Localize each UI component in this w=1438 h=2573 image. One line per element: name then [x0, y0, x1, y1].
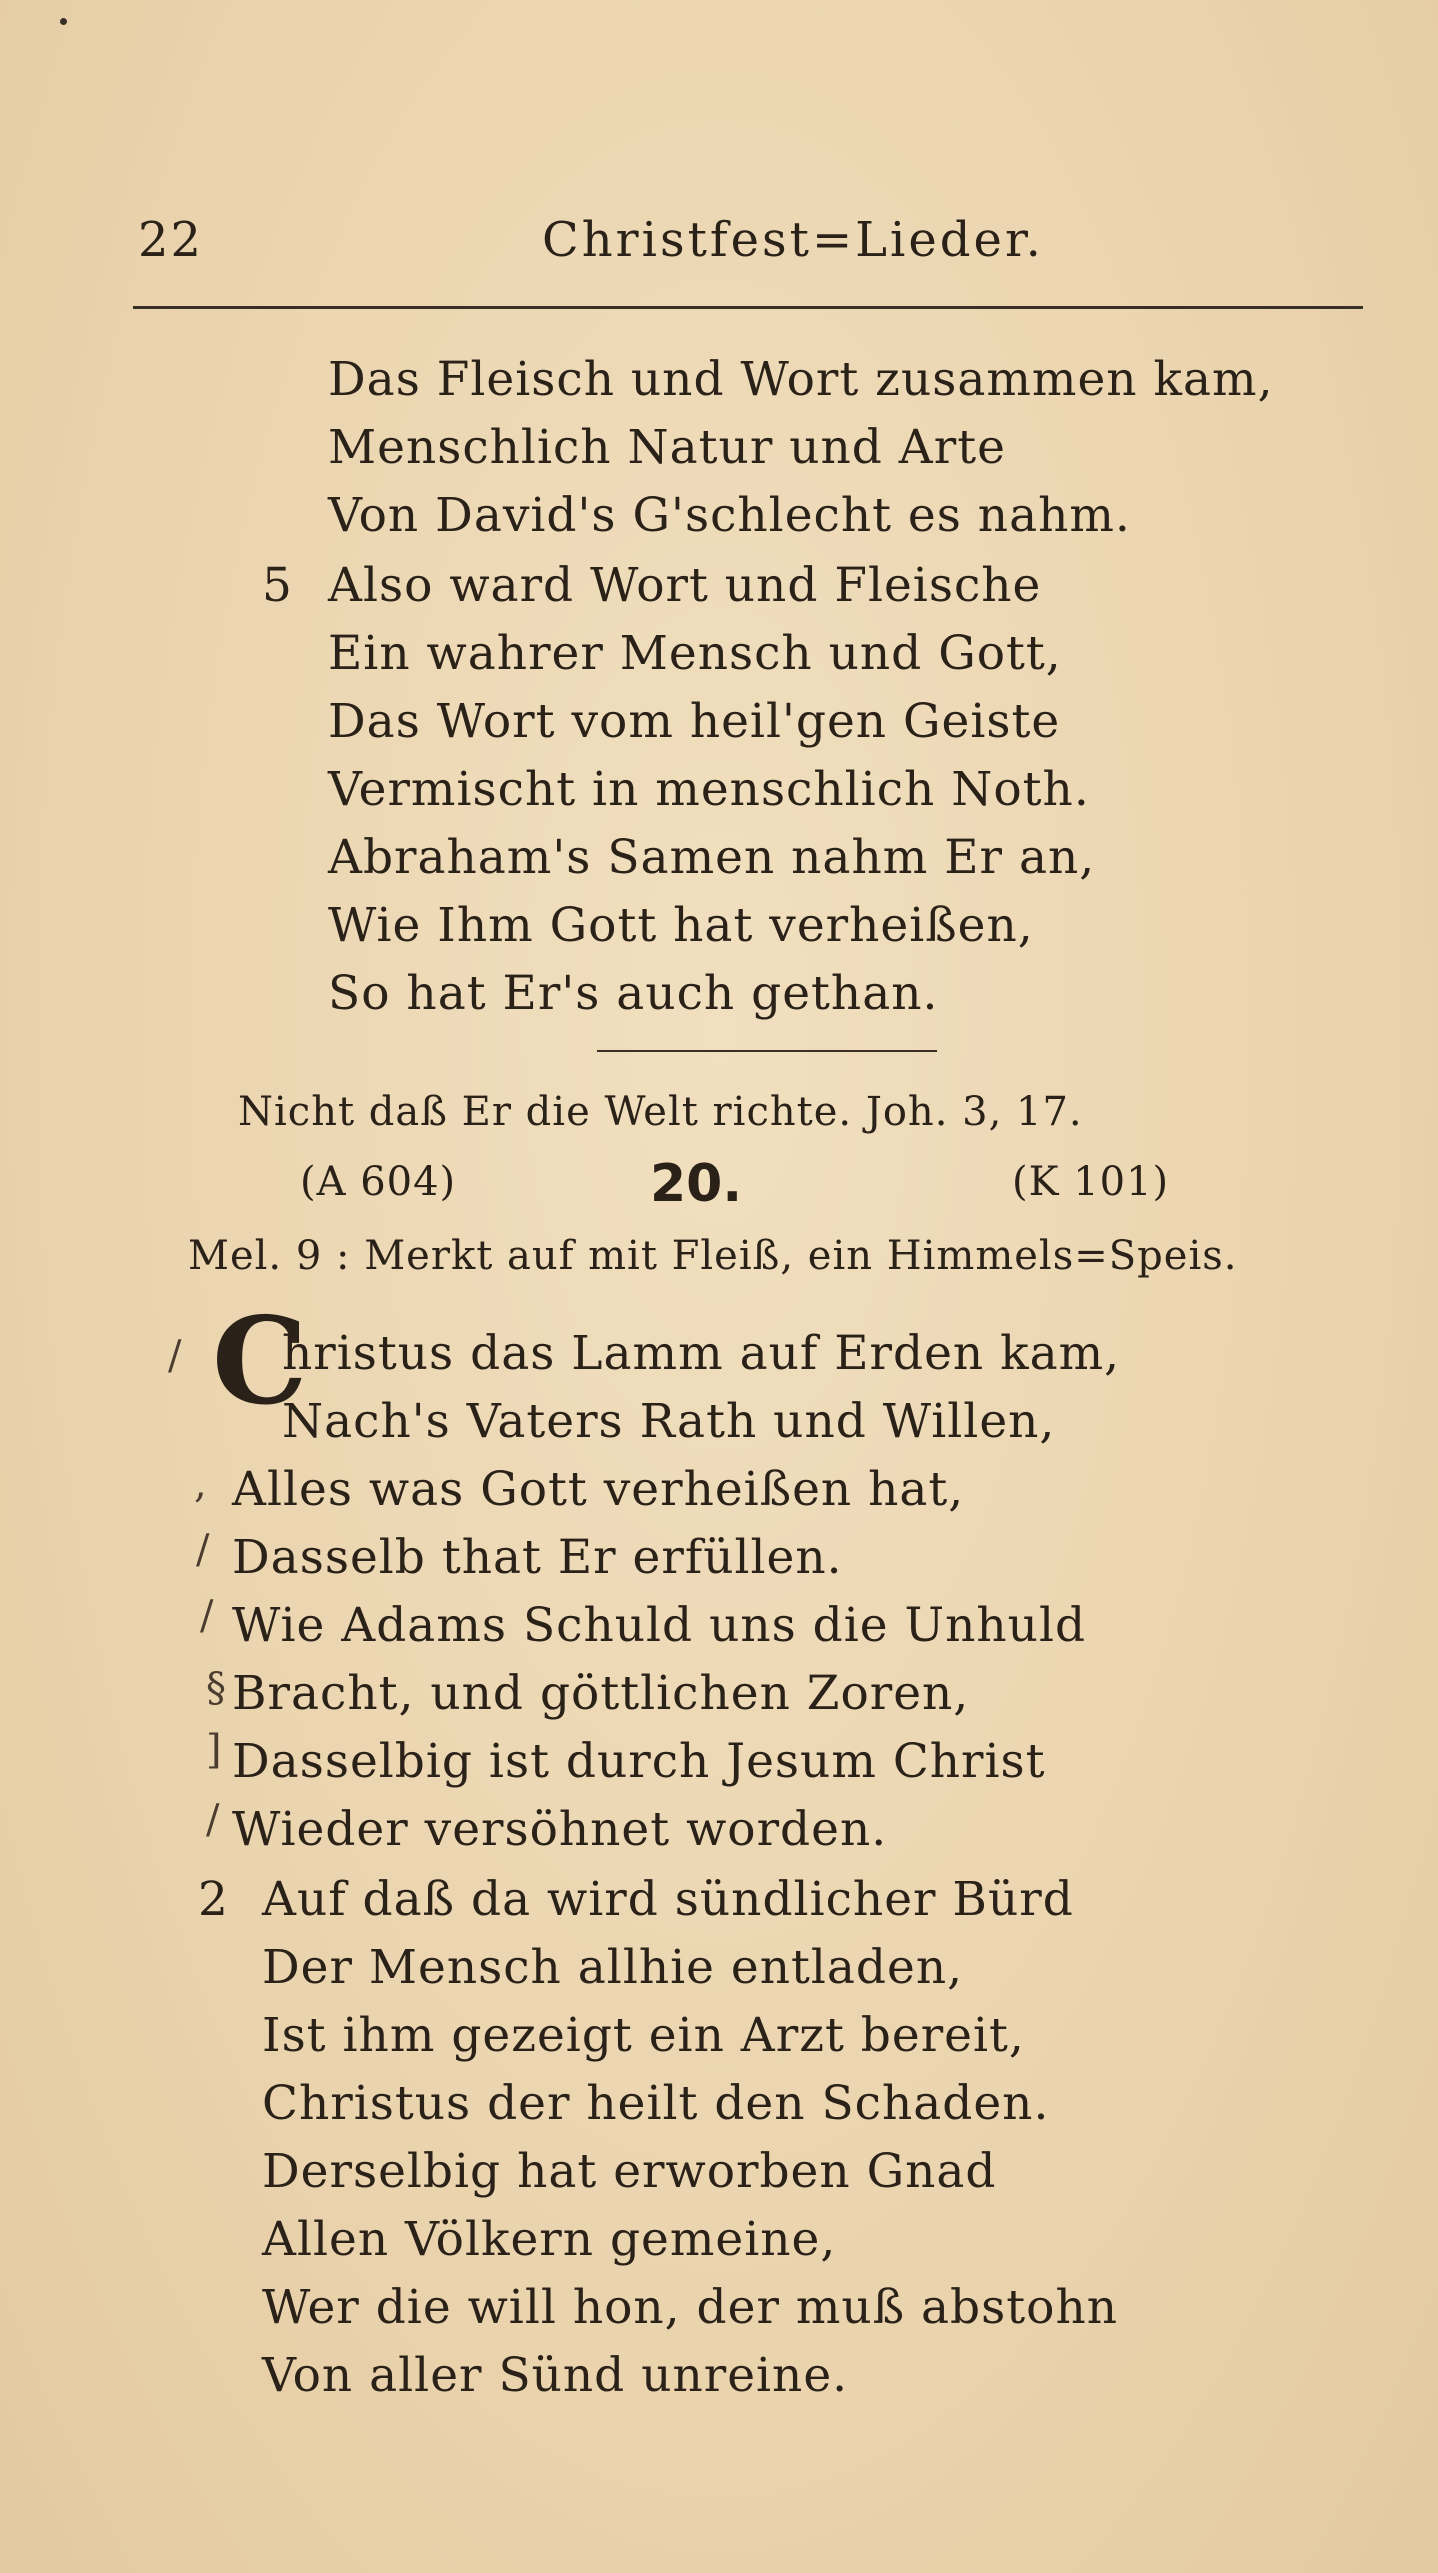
header-rule: [133, 306, 1363, 309]
verse-line: Nach's Vaters Rath und Willen,: [282, 1394, 1056, 1449]
hymn-motto: Nicht daß Er die Welt richte. Joh. 3, 17.: [238, 1089, 1083, 1135]
margin-pencil-mark: ,: [194, 1461, 207, 1507]
verse-line: Christus der heilt den Schaden.: [262, 2076, 1050, 2131]
verse-line: So hat Er's auch gethan.: [328, 966, 939, 1021]
verse-line: Dasselbig ist durch Jesum Christ: [232, 1734, 1046, 1789]
verse-line: hristus das Lamm auf Erden kam,: [282, 1326, 1121, 1381]
section-separator: [597, 1050, 937, 1052]
running-title: Christfest=Lieder.: [542, 212, 1044, 268]
verse-line: Bracht, und göttlichen Zoren,: [232, 1666, 970, 1721]
margin-pencil-mark: ]: [206, 1727, 222, 1773]
margin-pencil-mark: §: [206, 1665, 226, 1711]
verse-line: Wie Ihm Gott hat verheißen,: [328, 898, 1034, 953]
verse-line: Also ward Wort und Fleische: [328, 558, 1042, 613]
margin-pencil-mark: /: [196, 1527, 210, 1573]
verse-line: Dasselb that Er erfüllen.: [232, 1530, 843, 1585]
verse-number: 5: [262, 558, 292, 613]
verse-number: 2: [198, 1872, 228, 1927]
verse-line: Wer die will hon, der muß abstohn: [262, 2280, 1118, 2335]
verse-line: Das Fleisch und Wort zusammen kam,: [328, 352, 1274, 407]
hymn-ref-left: (A 604): [300, 1159, 457, 1205]
verse-line: Von David's G'schlecht es nahm.: [328, 488, 1131, 543]
verse-line: Ein wahrer Mensch und Gott,: [328, 626, 1062, 681]
verse-line: Menschlich Natur und Arte: [328, 420, 1006, 475]
verse-line: Von aller Sünd unreine.: [262, 2348, 849, 2403]
page-number: 22: [138, 212, 204, 268]
verse-line: Abraham's Samen nahm Er an,: [328, 830, 1096, 885]
verse-line: Wieder versöhnet worden.: [232, 1802, 888, 1857]
verse-line: Ist ihm gezeigt ein Arzt bereit,: [262, 2008, 1025, 2063]
verse-line: Vermischt in menschlich Noth.: [328, 762, 1090, 817]
margin-pencil-mark: /: [168, 1333, 182, 1379]
hymn-number: 20.: [650, 1154, 743, 1214]
verse-line: Allen Völkern gemeine,: [262, 2212, 837, 2267]
verse-line: Der Mensch allhie entladen,: [262, 1940, 964, 1995]
hymn-ref-right: (K 101): [1012, 1159, 1170, 1205]
margin-pencil-mark: /: [200, 1593, 214, 1639]
verse-line: Alles was Gott verheißen hat,: [232, 1462, 965, 1517]
drop-cap: C: [212, 1291, 308, 1432]
ink-speck: [60, 18, 67, 25]
verse-line: Auf daß da wird sündlicher Bürd: [262, 1872, 1074, 1927]
verse-line: Derselbig hat erworben Gnad: [262, 2144, 997, 2199]
page-header: [132, 212, 1362, 282]
melody-line: Mel. 9 : Merkt auf mit Fleiß, ein Himmels=Speis.: [188, 1233, 1238, 1279]
verse-line: Das Wort vom heil'gen Geiste: [328, 694, 1061, 749]
margin-pencil-mark: /: [206, 1797, 220, 1843]
verse-line: Wie Adams Schuld uns die Unhuld: [232, 1598, 1087, 1653]
